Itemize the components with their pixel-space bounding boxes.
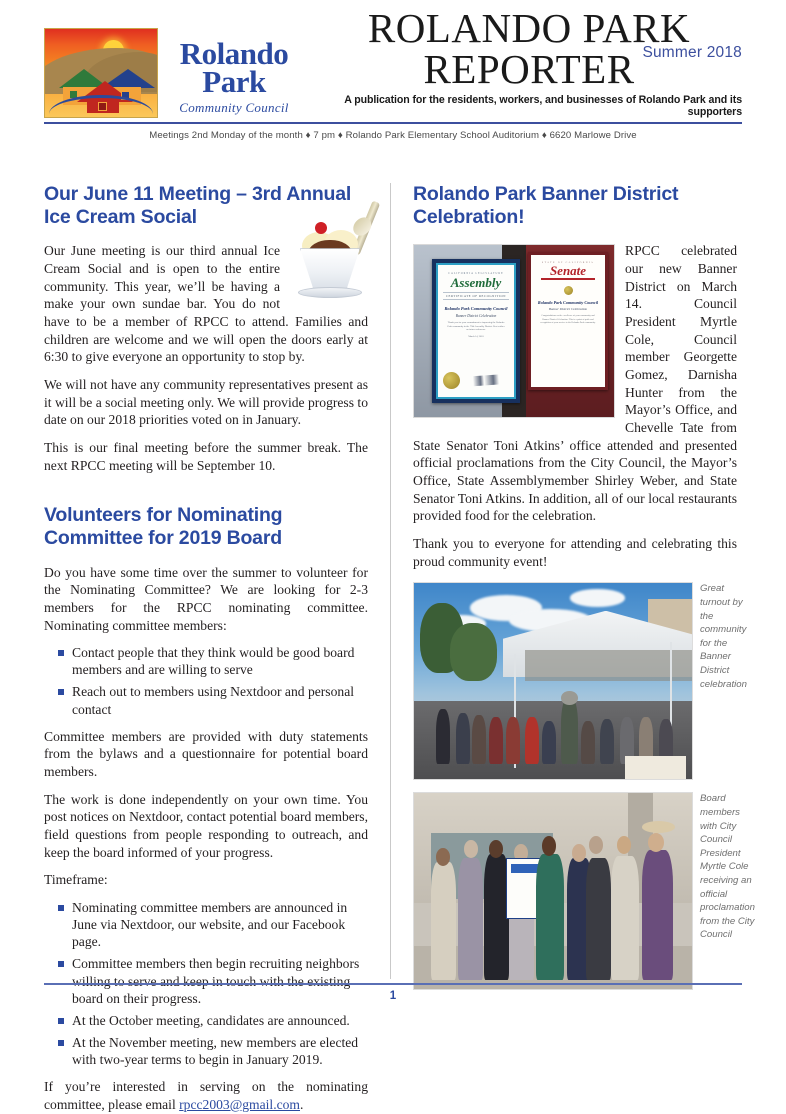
person-head — [489, 840, 503, 858]
meetings-info-line: Meetings 2nd Monday of the month ♦ 7 pm ♦ Rolando Park Elementary School Auditorium ♦ 6620 Marlowe Drive — [149, 130, 637, 141]
photo-caption-crowd: Great turnout by the community for the Banner District celebration — [700, 583, 747, 690]
assembly-date: March 14, 2018 — [468, 334, 484, 338]
senate-kicker: STATE OF CALIFORNIA — [541, 261, 595, 265]
assembly-title: Assembly — [450, 274, 502, 290]
paragraph-ice-cream-2: We will not have any community representatives present as it will be a social meeting only. We will provide progress to date on our 2018 priorities voted on in January. — [44, 376, 368, 428]
contact-text-prefix: If you’re interested in serving on the nominating committee, please email — [44, 1079, 368, 1112]
table-shape — [625, 756, 686, 780]
person-figure — [581, 721, 595, 764]
list-item: Nominating committee members are announced in June via Nextdoor, our website, and our Facebook page. — [58, 899, 368, 950]
heading-ice-cream-social: Our June 11 Meeting – 3rd Annual Ice Cream Social — [44, 183, 352, 228]
cloud-shape — [570, 589, 626, 607]
list-item: Reach out to members using Nextdoor and personal contact — [58, 683, 368, 717]
sundae-base-shape — [298, 287, 362, 298]
list-item: At the October meeting, candidates are announced. — [58, 1012, 368, 1029]
masthead — [0, 0, 786, 118]
paragraph-duty-statements: Committee members are provided with duty statements from the bylaws and a questionnaire for potential board members. — [44, 728, 368, 780]
column-divider — [390, 183, 391, 979]
senate-body-text: Congratulations on the excellence of your community and Banner District Celebration. This is a point of pride and recognition of your service to the Rolando Park community. — [540, 315, 596, 325]
person-figure — [600, 719, 614, 764]
issue-date: Summer 2018 — [642, 44, 742, 61]
brand-wordmark — [158, 35, 310, 118]
contact-text-suffix: . — [300, 1096, 304, 1112]
right-column — [399, 183, 755, 979]
assembly-event: Banner District Celebration — [455, 313, 497, 318]
person-head — [436, 848, 450, 866]
paragraph-ice-cream-3: This is our final meeting before the summer break. The next RPCC meeting will be September 10. — [44, 439, 368, 473]
email-link-rpcc[interactable]: rpcc2003@gmail.com — [179, 1096, 300, 1112]
person-figure — [506, 717, 520, 764]
certificates-photo — [413, 244, 615, 418]
brand-line-1: Rolando — [179, 35, 289, 71]
assembly-subtitle: CERTIFICATE OF RECOGNITION — [443, 292, 509, 300]
heading-nominating-committee: Volunteers for Nominating Committee for 2019 Board — [44, 504, 283, 549]
brand-line-2: Park — [202, 64, 266, 100]
person-head — [648, 833, 665, 853]
assembly-recipient: Rolando Park Community Council — [444, 305, 508, 311]
person-figure — [456, 713, 470, 764]
page-number: 1 — [389, 990, 397, 1002]
list-item: Contact people that they think would be good board members and are willing to serve — [58, 644, 368, 678]
footer — [44, 983, 742, 1002]
paragraph-work-description: The work is done independently on your own time. You post notices on Nextdoor, contact potential board members, field questions from people responding to outreach, and keep the board informed of your progress. — [44, 791, 368, 860]
tagline: A publication for the residents, workers, and businesses of Rolando Park and its supporters — [344, 94, 742, 118]
paragraph-contact — [44, 1078, 368, 1113]
person-figure — [436, 709, 450, 764]
person-figure — [561, 697, 578, 764]
hat-shape — [642, 821, 675, 833]
paragraph-ice-cream-1: Our June meeting is our third annual Ice Cream Social and is open to the entire community. This year, we’ll be having a make your own sundae bar. You do not have to be a member of RPCC to attend. Families and children are welcome and we will open the doors early at 6:30 to give everyone an opportunity to stop by. — [44, 243, 368, 365]
assembly-body-text: Thank you for your commitment to improving the Rolando Park community in the 79th Assembly District. Best wishes on future endeavors. — [447, 320, 505, 332]
senate-rule — [541, 278, 594, 280]
assembly-kicker: CALIFORNIA LEGISLATURE — [448, 271, 504, 275]
hat-shape — [561, 691, 578, 705]
person-figure — [536, 854, 564, 979]
list-committee-duties — [44, 644, 368, 718]
photo-block-board — [413, 792, 755, 990]
left-column — [44, 183, 382, 1112]
person-figure — [611, 856, 639, 979]
paragraph-banner-1: RPCC celebrated our new Banner District on March 14. Council President Myrtle Cole, Council member Georgette Gomez, Darnisha Hunter from the Mayor’s Office, and Chevelle Tate from State Senator Toni Atkins’ office attended and presented official proclamations from the City Council, the Mayor’s Office, State Assemblymember Shirley Weber, and State Senator Toni Atkins. In addition, all of our local restaurants provided food for the celebration. — [413, 243, 737, 524]
person-head — [464, 840, 478, 858]
senate-title: Senate — [549, 263, 587, 279]
photo-caption-board: Board members with City Council President Myrtle Cole receiving an official proclamation from the City Council — [700, 793, 755, 941]
tent-pole — [670, 642, 672, 728]
brand-council-line: Community Council — [179, 100, 289, 115]
person-figure — [489, 717, 503, 764]
list-item: At the November meeting, new members are elected with two-year terms to begin in January 2019. — [58, 1034, 368, 1068]
sundae-cup-shape — [300, 248, 360, 292]
person-head — [617, 836, 631, 854]
paragraph-nominating-intro: Do you have some time over the summer to volunteer for the Nominating Committee? We are looking for 2-3 members for the RPCC nominating committee. Nominating committee members: — [44, 564, 368, 633]
tent-shadow — [525, 650, 693, 681]
proclamation-header-bar — [511, 864, 538, 873]
senate-seal-icon — [564, 286, 573, 295]
content-columns — [0, 141, 786, 1112]
title-block — [310, 5, 742, 118]
gold-seal-icon — [443, 372, 460, 389]
person-figure — [542, 721, 556, 764]
rolando-park-logo-icon — [44, 28, 158, 118]
senate-certificate — [528, 252, 608, 390]
person-figure — [586, 858, 611, 980]
person-figure — [642, 850, 673, 979]
crowd-photo — [413, 582, 693, 780]
board-members-photo — [413, 792, 693, 990]
signature-mark — [472, 373, 510, 386]
person-figure — [431, 862, 456, 980]
paragraph-banner-2: Thank you to everyone for attending and celebrating this proud community event! — [413, 535, 737, 569]
assembly-certificate — [432, 259, 520, 403]
person-figure — [525, 717, 539, 764]
photo-block-crowd — [413, 582, 747, 780]
person-head — [589, 836, 603, 854]
person-head — [542, 836, 556, 856]
senate-recipient: Rolando Park Community Council — [537, 300, 599, 306]
person-figure — [472, 715, 486, 764]
tree-shape — [450, 623, 497, 682]
senate-event: Banner District Celebration — [548, 307, 588, 312]
heading-banner-district: Rolando Park Banner District Celebration! — [413, 183, 679, 228]
list-item: Committee members then begin recruiting neighbors willing to serve and keep in touch with the existing board on their progress. — [58, 955, 368, 1006]
person-figure — [458, 858, 483, 980]
ice-cream-sundae-icon — [288, 204, 372, 300]
timeframe-label: Timeframe: — [44, 872, 108, 888]
page-title: ROLANDO PARK REPORTER — [367, 5, 691, 92]
